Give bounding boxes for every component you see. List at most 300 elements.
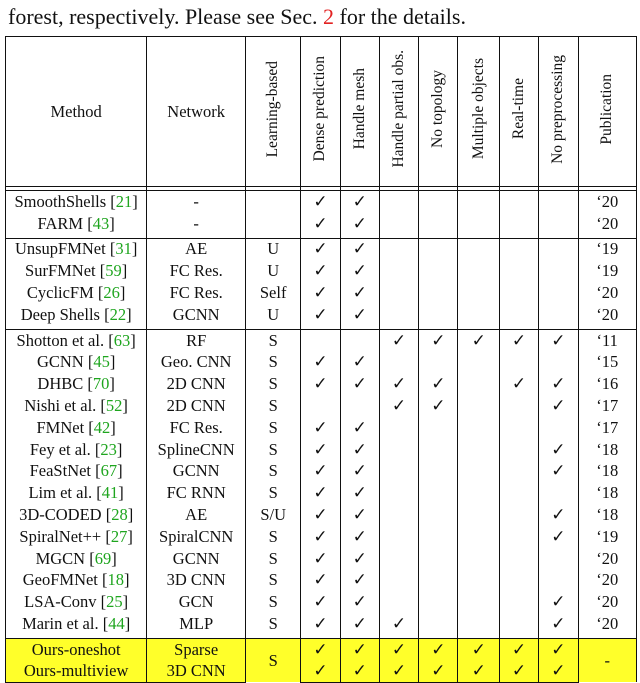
feature-cell [499, 548, 538, 570]
table-row [6, 526, 637, 548]
check-icon: ✓ [352, 548, 367, 568]
intro-text [8, 0, 640, 34]
intro-suffix: for the details. [334, 4, 466, 29]
learning-cell: Self [246, 282, 301, 304]
feature-cell [419, 439, 458, 461]
feature-cell [419, 260, 458, 282]
feature-cell [379, 439, 418, 461]
citation-link[interactable]: 28 [111, 505, 128, 525]
feature-cell [458, 213, 499, 235]
header-real-time: Real-time [510, 78, 528, 140]
citation-link[interactable]: 31 [115, 239, 132, 259]
method-name: SmoothShells [14, 191, 107, 211]
learning-cell: S [246, 482, 301, 504]
method-cell: LSA-Conv [25] [6, 591, 147, 613]
header-learning-based: Learning-based [264, 60, 282, 158]
feature-cell [379, 238, 418, 260]
check-icon: ✓ [551, 526, 566, 546]
feature-cell [539, 439, 578, 461]
publication-cell: ‘18 [578, 439, 637, 461]
table-row [6, 570, 637, 592]
method-name: UnsupFMNet [14, 239, 106, 259]
method-name: FARM [37, 213, 84, 233]
publication-cell: ‘18 [578, 461, 637, 483]
feature-cell [379, 461, 418, 483]
feature-cell [539, 329, 578, 351]
feature-cell [379, 548, 418, 570]
check-icon: ✓ [551, 374, 566, 394]
feature-cell [539, 238, 578, 260]
feature-cell [379, 329, 418, 351]
table-row [6, 461, 637, 483]
feature-cell [458, 191, 499, 213]
citation-link[interactable]: 25 [106, 592, 123, 612]
header-row [6, 37, 637, 187]
publication-cell: ‘17 [578, 395, 637, 417]
method-name: MGCN [35, 548, 86, 568]
table-row [6, 352, 637, 374]
check-icon: ✓ [352, 374, 367, 394]
feature-cell [340, 213, 379, 235]
method-name: SpiralNet++ [19, 526, 102, 546]
feature-cell [379, 213, 418, 235]
learning-cell: U [246, 304, 301, 326]
learning-cell: S [246, 329, 301, 351]
feature-cell [499, 570, 538, 592]
method-name: GCNN [36, 352, 84, 372]
feature-cell [379, 260, 418, 282]
network-cell: FC Res. [147, 417, 246, 439]
method-cell: GCNN [45] [6, 352, 147, 374]
feature-cell [301, 660, 340, 682]
ours-publication: - [578, 638, 637, 682]
feature-cell [499, 417, 538, 439]
check-icon: ✓ [471, 639, 486, 659]
method-name: Shotton et al. [16, 330, 105, 350]
feature-cell [458, 638, 499, 660]
feature-cell [539, 504, 578, 526]
check-icon: ✓ [313, 352, 328, 372]
check-icon: ✓ [313, 191, 328, 211]
feature-cell [379, 417, 418, 439]
feature-cell [458, 395, 499, 417]
feature-cell [499, 504, 538, 526]
method-cell: Deep Shells [22] [6, 304, 147, 326]
feature-cell [539, 591, 578, 613]
citation-link[interactable]: 67 [100, 461, 118, 481]
header-handle-mesh: Handle mesh [350, 68, 368, 150]
feature-cell [499, 482, 538, 504]
check-icon: ✓ [352, 439, 367, 459]
feature-cell [499, 373, 538, 395]
feature-cell [301, 591, 340, 613]
network-cell: GCNN [147, 461, 246, 483]
feature-cell [340, 482, 379, 504]
method-cell: FeaStNet [67] [6, 461, 147, 483]
publication-cell: ‘20 [578, 282, 637, 304]
learning-cell: S [246, 395, 301, 417]
network-cell: - [147, 191, 246, 213]
feature-cell [340, 461, 379, 483]
check-icon: ✓ [352, 526, 367, 546]
header-no-topology: No topology [429, 70, 447, 148]
method-cell: GeoFMNet [18] [6, 570, 147, 592]
citation-link[interactable]: 52 [105, 396, 123, 416]
feature-cell [419, 417, 458, 439]
network-cell: RF [147, 329, 246, 351]
feature-cell [340, 395, 379, 417]
learning-cell: S [246, 373, 301, 395]
publication-cell: ‘20 [578, 191, 637, 213]
check-icon: ✓ [551, 330, 566, 350]
check-icon: ✓ [471, 330, 486, 350]
learning-cell: S [246, 439, 301, 461]
check-icon: ✓ [352, 661, 367, 681]
citation-link[interactable]: 69 [94, 548, 112, 568]
feature-cell [458, 352, 499, 374]
citation-link[interactable]: 59 [105, 261, 122, 281]
feature-cell [301, 504, 340, 526]
citation-link[interactable]: 44 [108, 614, 125, 634]
feature-cell [301, 548, 340, 570]
ours-row [6, 638, 637, 660]
table-row [6, 282, 637, 304]
check-icon: ✓ [352, 304, 367, 324]
citation-link[interactable]: 22 [109, 304, 127, 324]
method-cell: SmoothShells [21] [6, 191, 147, 213]
network-cell: FC Res. [147, 260, 246, 282]
table-row [6, 482, 637, 504]
feature-cell [458, 304, 499, 326]
feature-cell [539, 461, 578, 483]
method-cell: UnsupFMNet [31] [6, 238, 147, 260]
learning-cell: S [246, 526, 301, 548]
feature-cell [379, 504, 418, 526]
check-icon: ✓ [391, 614, 407, 634]
method-name: Lim et al. [28, 483, 93, 503]
feature-cell [379, 395, 418, 417]
feature-cell [379, 482, 418, 504]
feature-cell [419, 548, 458, 570]
citation-link[interactable]: 21 [115, 191, 133, 211]
feature-cell [340, 439, 379, 461]
feature-cell [539, 213, 578, 235]
feature-cell [458, 417, 499, 439]
feature-cell [419, 482, 458, 504]
learning-cell: S [246, 570, 301, 592]
method-cell: FARM [43] [6, 213, 147, 235]
network-cell: 2D CNN [147, 395, 246, 417]
table-row [6, 238, 637, 260]
feature-cell [419, 329, 458, 351]
feature-cell [458, 238, 499, 260]
feature-cell [539, 373, 578, 395]
feature-cell [340, 638, 379, 660]
method-name: DHBC [37, 374, 84, 394]
check-icon: ✓ [551, 614, 566, 634]
header-dense-prediction: Dense prediction [311, 56, 329, 162]
feature-cell [539, 482, 578, 504]
feature-cell [499, 213, 538, 235]
feature-cell [379, 613, 418, 635]
feature-cell [340, 504, 379, 526]
check-icon: ✓ [352, 417, 367, 437]
check-icon: ✓ [352, 283, 367, 303]
citation-link[interactable]: 63 [113, 330, 131, 350]
feature-cell [458, 461, 499, 483]
table-row [6, 213, 637, 235]
feature-cell [379, 638, 418, 660]
feature-cell [458, 260, 499, 282]
table-row [6, 548, 637, 570]
feature-cell [379, 660, 418, 682]
publication-cell: ‘20 [578, 213, 637, 235]
learning-cell [246, 213, 301, 235]
feature-cell [301, 395, 340, 417]
learning-cell: S [246, 613, 301, 635]
citation-link[interactable]: 41 [101, 483, 119, 503]
method-name: Nishi et al. [24, 396, 97, 416]
network-cell: AE [147, 238, 246, 260]
check-icon: ✓ [352, 592, 367, 612]
check-icon: ✓ [511, 639, 527, 659]
table-row [6, 395, 637, 417]
feature-cell [301, 638, 340, 660]
check-icon: ✓ [352, 483, 367, 503]
feature-cell [301, 304, 340, 326]
feature-cell [379, 526, 418, 548]
feature-cell [301, 373, 340, 395]
check-icon: ✓ [431, 661, 446, 681]
learning-cell: U [246, 260, 301, 282]
publication-cell: ‘19 [578, 260, 637, 282]
feature-cell [499, 526, 538, 548]
ours-row [6, 660, 637, 682]
method-cell: Nishi et al. [52] [6, 395, 147, 417]
learning-cell [246, 191, 301, 213]
feature-cell [539, 613, 578, 635]
feature-cell [419, 395, 458, 417]
feature-cell [419, 660, 458, 682]
check-icon: ✓ [313, 505, 328, 525]
check-icon: ✓ [471, 661, 486, 681]
feature-cell [458, 282, 499, 304]
citation-link[interactable]: 27 [110, 526, 128, 546]
method-cell: Marin et al. [44] [6, 613, 147, 635]
feature-cell [458, 613, 499, 635]
method-cell: Lim et al. [41] [6, 482, 147, 504]
feature-cell [458, 570, 499, 592]
table-row [6, 373, 637, 395]
feature-cell [301, 461, 340, 483]
method-name: Fey et al. [29, 439, 91, 459]
check-icon: ✓ [313, 439, 328, 459]
table-row [6, 591, 637, 613]
feature-cell [301, 191, 340, 213]
feature-cell [379, 570, 418, 592]
method-cell: SpiralNet++ [27] [6, 526, 147, 548]
feature-cell [379, 282, 418, 304]
table-row [6, 613, 637, 635]
feature-cell [340, 613, 379, 635]
citation-link[interactable]: 43 [92, 213, 110, 233]
citation-link[interactable]: 70 [92, 374, 110, 394]
publication-cell: ‘18 [578, 482, 637, 504]
header-method: Method [6, 37, 147, 187]
feature-cell [539, 570, 578, 592]
table-row [6, 417, 637, 439]
check-icon: ✓ [313, 639, 328, 659]
publication-cell: ‘16 [578, 373, 637, 395]
publication-cell: ‘17 [578, 417, 637, 439]
feature-cell [340, 329, 379, 351]
check-icon: ✓ [551, 639, 566, 659]
check-icon: ✓ [431, 396, 446, 416]
feature-cell [340, 238, 379, 260]
learning-cell: S [246, 352, 301, 374]
check-icon: ✓ [352, 461, 367, 481]
citation-link[interactable]: 18 [107, 570, 125, 590]
method-name: Marin et al. [22, 614, 99, 634]
check-icon: ✓ [313, 592, 328, 612]
feature-cell [499, 329, 538, 351]
method-name: 3D-CODED [19, 505, 102, 525]
publication-cell: ‘20 [578, 591, 637, 613]
feature-cell [458, 482, 499, 504]
method-name: FeaStNet [29, 461, 92, 481]
intro-prefix: forest, respectively. Please see Sec. [8, 4, 324, 29]
feature-cell [379, 352, 418, 374]
feature-cell [340, 373, 379, 395]
citation-link[interactable]: 23 [100, 439, 117, 459]
check-icon: ✓ [551, 592, 566, 612]
feature-cell [301, 329, 340, 351]
learning-cell: S/U [246, 504, 301, 526]
citation-link[interactable]: 45 [93, 352, 110, 372]
method-cell: SurFMNet [59] [6, 260, 147, 282]
feature-cell [419, 638, 458, 660]
feature-cell [499, 461, 538, 483]
publication-cell: ‘20 [578, 613, 637, 635]
learning-cell: S [246, 591, 301, 613]
learning-cell: S [246, 417, 301, 439]
feature-cell [301, 613, 340, 635]
check-icon: ✓ [391, 374, 407, 394]
header-no-preprocessing: No preprocessing [549, 54, 567, 164]
feature-cell [419, 591, 458, 613]
method-name: SurFMNet [25, 261, 96, 281]
network-cell: 2D CNN [147, 373, 246, 395]
method-cell: MGCN [69] [6, 548, 147, 570]
feature-cell [539, 395, 578, 417]
feature-cell [419, 504, 458, 526]
publication-cell: ‘18 [578, 504, 637, 526]
method-name: GeoFMNet [22, 570, 98, 590]
network-cell: MLP [147, 613, 246, 635]
feature-cell [301, 417, 340, 439]
check-icon: ✓ [352, 191, 367, 211]
table-row [6, 504, 637, 526]
network-cell: FC Res. [147, 282, 246, 304]
citation-link[interactable]: 42 [93, 417, 111, 437]
check-icon: ✓ [551, 396, 566, 416]
check-icon: ✓ [313, 417, 328, 437]
feature-cell [340, 417, 379, 439]
publication-cell: ‘20 [578, 548, 637, 570]
learning-cell: U [246, 238, 301, 260]
network-cell: GCNN [147, 548, 246, 570]
feature-cell [499, 439, 538, 461]
feature-cell [458, 591, 499, 613]
publication-cell: ‘11 [578, 329, 637, 351]
feature-cell [499, 660, 538, 682]
check-icon: ✓ [551, 505, 566, 525]
feature-cell [499, 260, 538, 282]
section-ref-link[interactable]: 2 [323, 4, 335, 29]
network-cell: SplineCNN [147, 439, 246, 461]
feature-cell [419, 526, 458, 548]
header-multiple-objects: Multiple objects [469, 58, 487, 160]
network-cell: GCN [147, 591, 246, 613]
check-icon: ✓ [551, 461, 566, 481]
learning-cell: S [246, 461, 301, 483]
publication-cell: ‘19 [578, 238, 637, 260]
method-name: FMNet [36, 417, 85, 437]
network-cell: 3D CNN [147, 570, 246, 592]
check-icon: ✓ [551, 439, 566, 459]
method-cell: Fey et al. [23] [6, 439, 147, 461]
network-cell: AE [147, 504, 246, 526]
check-icon: ✓ [431, 330, 446, 350]
feature-cell [539, 304, 578, 326]
check-icon: ✓ [352, 614, 367, 634]
feature-cell [379, 304, 418, 326]
check-icon: ✓ [313, 461, 328, 481]
feature-cell [340, 352, 379, 374]
table-row [6, 260, 637, 282]
check-icon: ✓ [313, 374, 328, 394]
network-cell: FC RNN [147, 482, 246, 504]
table-row [6, 304, 637, 326]
check-icon: ✓ [352, 505, 367, 525]
feature-cell [379, 591, 418, 613]
comparison-table [5, 36, 637, 683]
ours-learning: S [246, 638, 301, 682]
feature-cell [419, 238, 458, 260]
ours-network: Sparse [147, 638, 246, 660]
check-icon: ✓ [313, 213, 328, 233]
check-icon: ✓ [352, 570, 367, 590]
feature-cell [379, 191, 418, 213]
feature-cell [340, 548, 379, 570]
feature-cell [301, 238, 340, 260]
header-publication: Publication [598, 73, 616, 145]
feature-cell [301, 352, 340, 374]
method-cell: DHBC [70] [6, 373, 147, 395]
feature-cell [539, 417, 578, 439]
feature-cell [458, 504, 499, 526]
method-cell: 3D-CODED [28] [6, 504, 147, 526]
citation-link[interactable]: 26 [103, 283, 120, 303]
check-icon: ✓ [551, 661, 566, 681]
check-icon: ✓ [511, 374, 527, 394]
check-icon: ✓ [313, 239, 328, 259]
feature-cell [499, 638, 538, 660]
feature-cell [499, 613, 538, 635]
feature-cell [340, 660, 379, 682]
method-cell: FMNet [42] [6, 417, 147, 439]
check-icon: ✓ [313, 304, 328, 324]
